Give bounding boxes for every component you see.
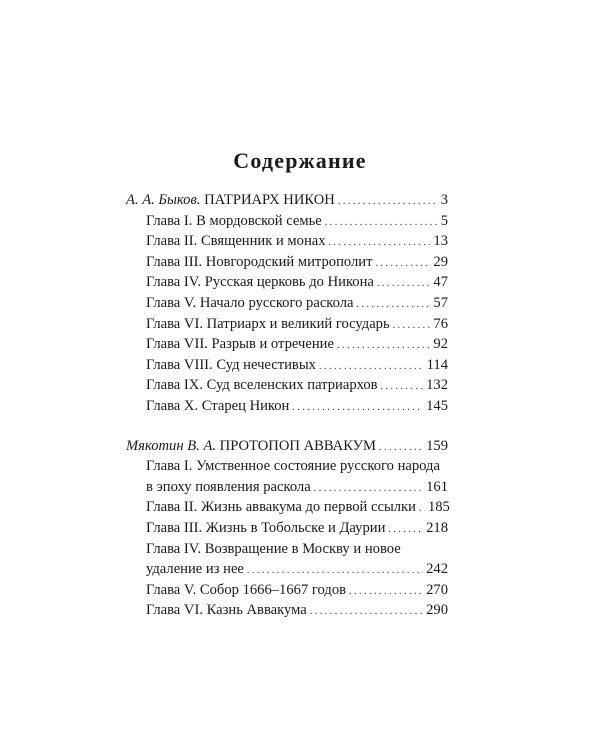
page-number: 47 — [433, 274, 448, 291]
toc-entry-chapter[interactable] — [126, 580, 448, 601]
page-number: 145 — [426, 397, 448, 414]
page-number: 5 — [440, 212, 448, 229]
page-number: 29 — [433, 253, 448, 270]
toc-entry-chapter[interactable] — [126, 355, 448, 376]
chapter-title: Глава III. Новгородский митрополит — [146, 253, 373, 270]
toc-entry-chapter-continued[interactable] — [126, 559, 448, 580]
page-number: 218 — [426, 519, 448, 536]
dot-leader — [319, 355, 424, 378]
toc-entry-chapter[interactable] — [126, 211, 448, 232]
dot-leader — [310, 600, 423, 623]
dot-leader — [419, 497, 425, 520]
toc-entry-chapter[interactable] — [126, 252, 448, 273]
toc-entry-chapter[interactable] — [126, 334, 448, 355]
page-number: 159 — [426, 437, 448, 454]
chapter-title: Глава X. Старец Никон — [146, 397, 290, 414]
toc-entry-chapter[interactable] — [126, 518, 448, 539]
dot-leader — [329, 231, 431, 254]
toc-entry-chapter[interactable] — [126, 600, 448, 621]
chapter-title-continued: удаление из нее — [146, 561, 244, 578]
chapter-title-continued: в эпоху появления раскола — [146, 478, 311, 495]
page-number: 76 — [433, 315, 448, 332]
work-title: ПРОТОПОП АВВАКУМ — [219, 437, 376, 454]
chapter-title: Глава VIII. Суд нечестивых — [146, 356, 316, 373]
chapter-title: Глава III. Жизнь в Тобольске и Даурии — [146, 519, 386, 536]
toc-entry-chapter[interactable] — [126, 539, 448, 560]
page-number: 161 — [426, 478, 448, 495]
toc-section-nikon — [126, 190, 448, 417]
toc-entry-chapter[interactable] — [126, 497, 448, 518]
chapter-title: Глава II. Жизнь аввакума до первой ссылки — [146, 499, 416, 516]
page-number: 290 — [426, 602, 448, 619]
page-number: 13 — [433, 233, 448, 250]
toc-entry-chapter[interactable] — [126, 456, 448, 477]
dot-leader — [325, 211, 438, 234]
page-number: 270 — [426, 581, 448, 598]
toc-entry-chapter[interactable] — [126, 231, 448, 252]
page-title: Содержание — [233, 148, 367, 173]
page-number: 3 — [440, 192, 448, 208]
toc-entry-chapter[interactable] — [126, 293, 448, 314]
page-number: 92 — [433, 336, 448, 353]
toc-entry-chapter[interactable] — [126, 375, 448, 396]
chapter-title: Глава IV. Возвращение в Москву и новое — [146, 540, 401, 557]
toc-entry-work[interactable] — [126, 190, 448, 211]
dot-leader — [381, 375, 424, 398]
toc-section-avvakum — [126, 436, 448, 621]
dot-leader — [377, 272, 431, 295]
page-number: 57 — [433, 294, 448, 311]
chapter-title: Глава VI. Патриарх и великий государь — [146, 315, 390, 332]
toc-entry-chapter[interactable] — [126, 396, 448, 417]
chapter-title: Глава VI. Казнь Аввакума — [146, 602, 307, 619]
table-of-contents — [126, 190, 448, 621]
dot-leader — [388, 518, 423, 541]
dot-leader — [338, 190, 438, 213]
toc-entry-work[interactable] — [126, 436, 448, 457]
dot-leader — [349, 580, 423, 603]
page-number: 242 — [426, 561, 448, 578]
chapter-title: Глава IV. Русская церковь до Никона — [146, 274, 374, 291]
page-number: 185 — [427, 499, 450, 516]
work-author: А. А. Быков. — [126, 192, 201, 208]
dot-leader — [337, 334, 430, 357]
dot-leader — [314, 477, 423, 500]
page-number: 132 — [426, 377, 448, 394]
dot-leader — [292, 396, 423, 419]
chapter-title: Глава I. Умственное состояние русского народа — [146, 458, 440, 475]
chapter-title: Глава VII. Разрыв и отречение — [146, 336, 334, 353]
chapter-title: Глава I. В мордовской семье — [146, 212, 322, 229]
dot-leader — [247, 559, 423, 582]
dot-leader — [393, 314, 431, 337]
page-number: 114 — [426, 356, 448, 373]
dot-leader — [375, 252, 430, 275]
toc-entry-chapter[interactable] — [126, 314, 448, 335]
toc-entry-chapter[interactable] — [126, 272, 448, 293]
chapter-title: Глава IX. Суд вселенских патриархов — [146, 377, 378, 394]
work-author: Мякотин В. А. — [126, 437, 217, 454]
toc-entry-chapter-continued[interactable] — [126, 477, 448, 498]
dot-leader — [379, 436, 423, 459]
chapter-title: Глава V. Начало русского раскола — [146, 294, 354, 311]
chapter-title: Глава V. Собор 1666–1667 годов — [146, 581, 347, 598]
chapter-title: Глава II. Священник и монах — [146, 233, 326, 250]
work-title: ПАТРИАРХ НИКОН — [204, 192, 335, 208]
dot-leader — [357, 293, 431, 316]
